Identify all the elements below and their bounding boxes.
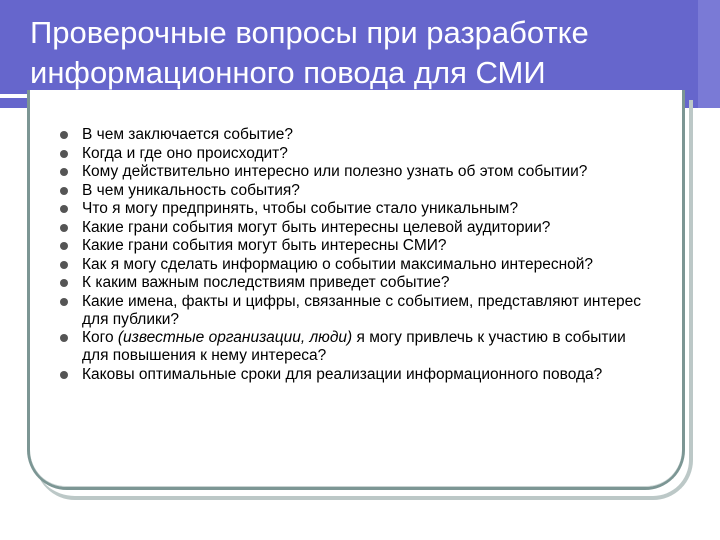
list-item — [60, 256, 650, 274]
slide-title-line-2: информационного повода для СМИ — [30, 55, 546, 90]
list-item — [60, 182, 650, 200]
question-text: Как я могу сделать информацию о событии максимально интересной? — [82, 255, 594, 273]
question-text: Что я могу предпринять, чтобы событие стало уникальным? — [82, 200, 519, 217]
question-text-italic: (известные организации, люди) — [117, 329, 353, 346]
list-item — [60, 163, 650, 181]
round-bullet-icon — [60, 371, 68, 379]
question-text: В чем заключается событие? — [82, 126, 294, 143]
round-bullet-icon — [60, 334, 68, 342]
list-item — [60, 293, 650, 329]
question-text: Какие грани события могут быть интересны СМИ? — [82, 237, 447, 254]
list-item — [60, 237, 650, 255]
question-text: Какие имена, факты и цифры, связанные с событием, представляют интерес для публики? — [82, 292, 642, 328]
round-bullet-icon — [60, 205, 68, 213]
question-text: Какие грани события могут быть интересны целевой аудитории? — [82, 218, 551, 236]
round-bullet-icon — [60, 168, 68, 176]
question-text: Когда и где оно происходит? — [82, 144, 288, 162]
slide-title — [30, 13, 670, 93]
round-bullet-icon — [60, 224, 68, 232]
question-text: Каковы оптимальные сроки для реализации информационного повода? — [82, 365, 603, 383]
question-text-start: Кого — [82, 329, 118, 346]
round-bullet-icon — [60, 187, 68, 195]
round-bullet-icon — [60, 131, 68, 139]
question-text: В чем уникальность события? — [82, 181, 300, 199]
list-item — [60, 200, 650, 218]
list-item — [60, 366, 650, 384]
round-bullet-icon — [60, 261, 68, 269]
slide-title-line-1: Проверочные вопросы при разработке — [30, 15, 589, 50]
title-right-strip — [698, 0, 720, 108]
round-bullet-icon — [60, 242, 68, 250]
list-item — [60, 274, 650, 292]
round-bullet-icon — [60, 279, 68, 287]
list-item — [60, 219, 650, 237]
round-bullet-icon — [60, 150, 68, 158]
list-item — [60, 126, 650, 144]
question-text-end: я могу привлечь к участию в событии для повышения к нему интереса? — [82, 329, 626, 364]
list-item — [60, 329, 650, 365]
question-text: Кому действительно интересно или полезно узнать об этом событии? — [82, 163, 588, 180]
questions-list — [60, 126, 650, 384]
list-item — [60, 145, 650, 163]
round-bullet-icon — [60, 298, 68, 306]
question-text: К каким важным последствиям приведет событие? — [82, 274, 450, 291]
